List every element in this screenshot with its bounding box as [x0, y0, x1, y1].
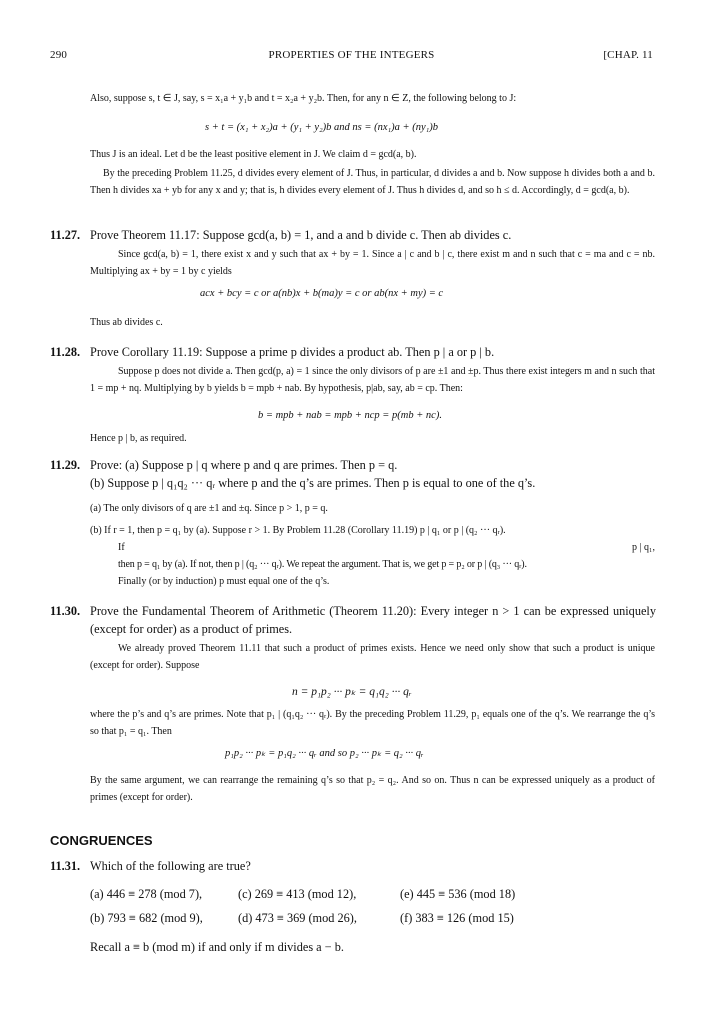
proof-part-b-line1: (b) If r = 1, then p = q₁ by (a). Suppose r > 1. By Problem 11.28 (Corollary 11.19) p | q₁ or p | (q₂ ··· qᵣ).: [90, 525, 506, 536]
intro-line2: Thus J is an ideal. Let d be the least positive element in J. We claim d = gcd(a, b).: [90, 149, 417, 160]
problem-statement-b: (b) Suppose p | q₁q₂ ··· qᵣ where p and the q’s are primes. Then p is equal to one of the q’s.: [90, 476, 536, 490]
proof-part-b-line4: Finally (or by induction) p must equal one of the q’s.: [118, 576, 330, 587]
proof-paragraph: Suppose p does not divide a. Then gcd(p, a) = 1 since the only divisors of p are ±1 and ±p. Thus there exist integers m and n such that 1 = mp + nq. Multiplying by b yields b = mpb + nab. By hypothesis, p|ab, say, ab = cp. Then:: [90, 366, 655, 394]
section-heading: CONGRUENCES: [50, 833, 153, 848]
congruence-a: (a) 446 ≡ 278 (mod 7),: [90, 887, 203, 901]
intro-equation: s + t = (x₁ + x₂)a + (y₁ + y₂)b and ns = (nx₁)a + (ny₁)b: [205, 122, 439, 133]
chapter-label: [CHAP. 11: [603, 49, 653, 61]
proof-conclusion: Hence p | b, as required.: [90, 433, 187, 444]
proof-equation: b = mpb + nab = mpb + ncp = p(mb + nc).: [258, 410, 442, 421]
problem-statement: Prove the Fundamental Theorem of Arithmetic (Theorem 11.20): Every integer n > 1 can be expressed uniquely (except for order) as a product of primes.: [90, 604, 656, 636]
intro-paragraph: By the preceding Problem 11.25, d divides every element of J. Thus, in particular, d divides a and b. Now suppose h divides both a and b. Then h divides xa + yb for any x and y; that is, h divides every element of J. Thus h divides d, and so h ≤ d. Accordingly, d = gcd(a, b).: [90, 168, 655, 196]
proof-conclusion: Thus ab divides c.: [90, 317, 163, 328]
proof-part-b-line3: then p = q₁ by (a). If not, then p | (q₂ ··· qᵣ). We repeat the argument. That is, we get p = p₂ or p | (q₃ ··· qᵣ).: [118, 559, 527, 570]
proof-part-b-p-divides: p | q₁,: [632, 542, 655, 553]
intro-line1: Also, suppose s, t ∈ J, say, s = x₁a + y₁b and t = x₂a + y₂b. Then, for any n ∈ Z, the following belong to J:: [90, 93, 517, 104]
proof-part-b-if: If: [118, 542, 125, 553]
problem-statement-a: Prove: (a) Suppose p | q where p and q are primes. Then p = q.: [90, 458, 398, 472]
congruence-e: (e) 445 ≡ 536 (mod 18): [400, 887, 516, 901]
proof-equation: acx + bcy = c or a(nb)x + b(ma)y = c or ab(nx + my) = c: [200, 288, 444, 299]
running-title: PROPERTIES OF THE INTEGERS: [268, 49, 435, 61]
congruence-c: (c) 269 ≡ 413 (mod 12),: [238, 887, 357, 901]
problem-statement: Prove Theorem 11.17: Suppose gcd(a, b) = 1, and a and b divide c. Then ab divides c.: [90, 228, 512, 242]
proof-part-a: (a) The only divisors of q are ±1 and ±q. Since p > 1, p = q.: [90, 503, 328, 514]
congruence-b: (b) 793 ≡ 682 (mod 9),: [90, 911, 203, 925]
proof-paragraph: We already proved Theorem 11.11 that such a product of primes exists. Hence we need only show that such a product is unique (except for order). Suppose: [90, 643, 655, 671]
proof-paragraph-3: By the same argument, we can rearrange the remaining q’s so that p₂ = q₂. And so on. Thus n can be expressed uniquely as a product of primes (except for order).: [90, 775, 655, 803]
problem-number: 11.31.: [50, 859, 81, 873]
cancellation-equation: p₁p₂ ··· pₖ = p₁q₂ ··· qᵣ and so p₂ ··· pₖ = q₂ ··· qᵣ: [225, 748, 424, 759]
problem-statement: Prove Corollary 11.19: Suppose a prime p divides a product ab. Then p | a or p | b.: [90, 345, 495, 359]
problem-number: 11.30.: [50, 604, 81, 618]
problem-number: 11.27.: [50, 228, 81, 242]
factorization-equation: n = p₁p₂ ··· pₖ = q₁q₂ ··· qᵣ: [292, 686, 412, 698]
problem-statement: Which of the following are true?: [90, 859, 251, 873]
page-number: 290: [50, 49, 68, 61]
congruence-f: (f) 383 ≡ 126 (mod 15): [400, 911, 514, 925]
proof-paragraph: Since gcd(a, b) = 1, there exist x and y such that ax + by = 1. Since a | c and b | c, there exist m and n such that c = ma and c = nb. Multiplying ax + by = 1 by c yields: [90, 249, 655, 277]
problem-number: 11.28.: [50, 345, 81, 359]
proof-paragraph-2: where the p’s and q’s are primes. Note that p₁ | (q₁q₂ ··· qᵣ). By the preceding Problem 11.29, p₁ equals one of the q’s. We rearrange the q’s so that p₁ = q₁. Then: [90, 709, 655, 737]
congruence-d: (d) 473 ≡ 369 (mod 26),: [238, 911, 357, 925]
problem-number: 11.29.: [50, 458, 81, 472]
recall-note: Recall a ≡ b (mod m) if and only if m divides a − b.: [90, 940, 344, 954]
